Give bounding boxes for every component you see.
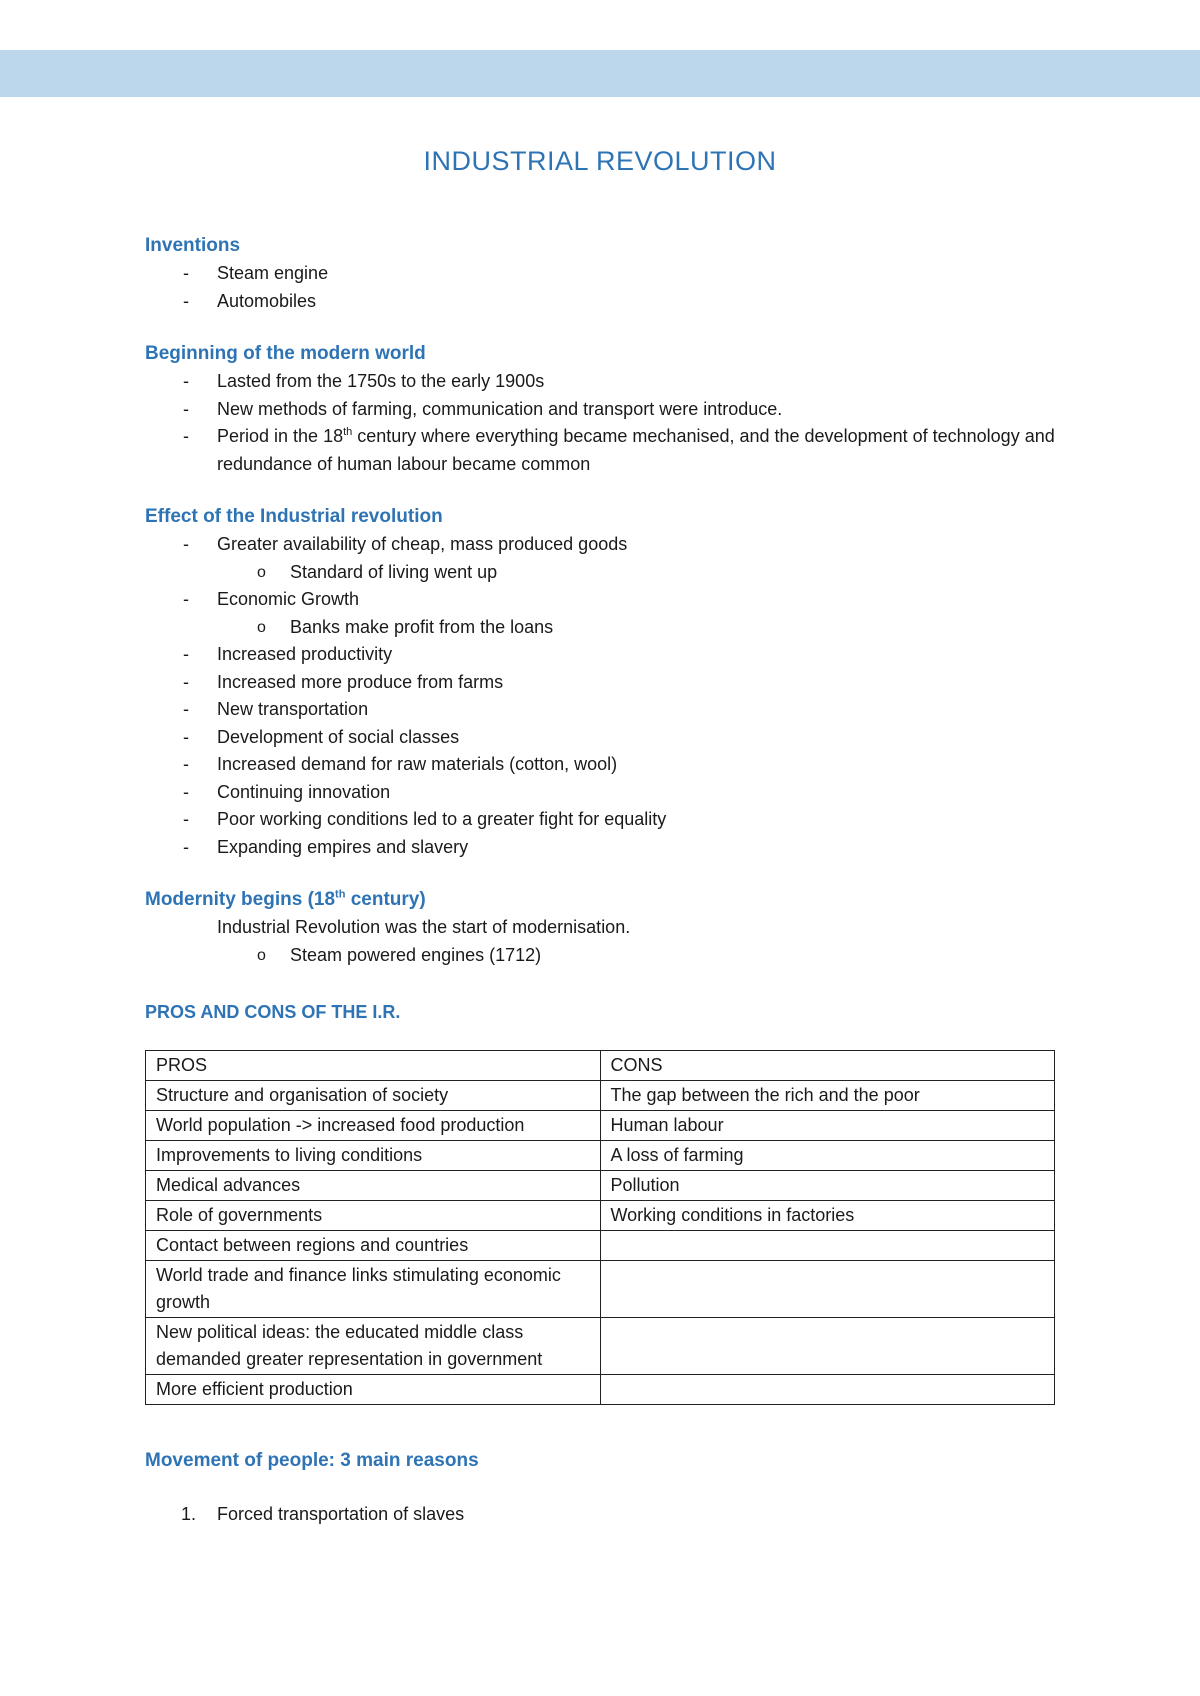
pros-cons-table [145, 1050, 1055, 1405]
list-item: - New methods of farming, communication and transport were introduce. [145, 396, 1065, 424]
header-cons: CONS [600, 1051, 1055, 1081]
table-header-row [146, 1051, 1055, 1081]
section-pros-cons [145, 998, 1065, 1026]
list-item [145, 1501, 1065, 1528]
sub-list-item: o Steam powered engines (1712) [145, 942, 1065, 970]
con-cell: Pollution [600, 1171, 1055, 1201]
list-item-text: century where everything became mechanised, and the development of technology and redundance of human labour became common [217, 426, 1055, 474]
table-row [146, 1111, 1055, 1141]
con-cell: Working conditions in factories [600, 1201, 1055, 1231]
pro-cell: World trade and finance links stimulating economic growth [146, 1261, 601, 1318]
movement-list [145, 1501, 1065, 1528]
con-cell [600, 1375, 1055, 1405]
beginning-heading: Beginning of the modern world [145, 343, 426, 364]
table-row [146, 1141, 1055, 1171]
beginning-list [145, 368, 1065, 478]
modernity-sublist [145, 942, 1065, 970]
movement-heading: Movement of people: 3 main reasons [145, 1450, 479, 1471]
list-item: - Development of social classes [145, 724, 1065, 752]
pro-cell: Improvements to living conditions [146, 1141, 601, 1171]
pro-cell: Structure and organisation of society [146, 1081, 601, 1111]
effects-heading: Effect of the Industrial revolution [145, 506, 443, 527]
section-movement [145, 1447, 1065, 1528]
effects-list [145, 531, 1065, 559]
list-number: 1. [181, 1504, 197, 1524]
list-item-text: Period in the 18 [217, 426, 344, 446]
pro-cell: Role of governments [146, 1201, 601, 1231]
con-cell: The gap between the rich and the poor [600, 1081, 1055, 1111]
list-item: - Continuing innovation [145, 779, 1065, 807]
modernity-text: Industrial Revolution was the start of modernisation. [217, 917, 631, 937]
sub-list-item: o Standard of living went up [145, 559, 1065, 587]
table-row [146, 1231, 1055, 1261]
table-row [146, 1201, 1055, 1231]
heading-text: Modernity begins (18 [145, 889, 336, 910]
section-modernity [145, 886, 1065, 969]
pros-cons-heading: PROS AND CONS OF THE I.R. [145, 1002, 401, 1022]
table-row [146, 1171, 1055, 1201]
list-item [145, 423, 1065, 478]
heading-text: century) [345, 889, 426, 910]
inventions-list [145, 260, 1065, 315]
section-effects [145, 503, 1065, 861]
list-item: - New transportation [145, 696, 1065, 724]
con-cell: Human labour [600, 1111, 1055, 1141]
effects-sublist [145, 559, 1065, 587]
pro-cell: World population -> increased food production [146, 1111, 601, 1141]
sub-list-item: o Banks make profit from the loans [145, 614, 1065, 642]
con-cell [600, 1261, 1055, 1318]
list-item: - Poor working conditions led to a greater fight for equality [145, 806, 1065, 834]
inventions-heading: Inventions [145, 235, 241, 256]
section-inventions [145, 232, 1065, 315]
modernity-heading [145, 886, 1065, 914]
effects-list [145, 586, 1065, 614]
list-item: - Economic Growth [145, 586, 1065, 614]
section-beginning [145, 340, 1065, 478]
table-row [146, 1318, 1055, 1375]
ordinal-suffix: th [343, 426, 353, 438]
list-item: - Expanding empires and slavery [145, 834, 1065, 862]
con-cell [600, 1231, 1055, 1261]
list-item-text: Forced transportation of slaves [217, 1504, 465, 1524]
con-cell: A loss of farming [600, 1141, 1055, 1171]
pro-cell: New political ideas: the educated middle class demanded greater representation in government [146, 1318, 601, 1375]
header-pros: PROS [146, 1051, 601, 1081]
ordinal-suffix: th [335, 888, 346, 901]
list-item: - Greater availability of cheap, mass produced goods [145, 531, 1065, 559]
pro-cell: Contact between regions and countries [146, 1231, 601, 1261]
list-item: - Increased more produce from farms [145, 669, 1065, 697]
list-item: - Steam engine [145, 260, 1065, 288]
header-band [0, 50, 1200, 97]
list-item: - Increased productivity [145, 641, 1065, 669]
pro-cell: More efficient production [146, 1375, 601, 1405]
pro-cell: Medical advances [146, 1171, 601, 1201]
document-title: INDUSTRIAL REVOLUTION [423, 146, 777, 176]
table-row [146, 1375, 1055, 1405]
table-row [146, 1261, 1055, 1318]
table-row [146, 1081, 1055, 1111]
effects-list [145, 641, 1065, 861]
list-item: - Increased demand for raw materials (cotton, wool) [145, 751, 1065, 779]
effects-sublist [145, 614, 1065, 642]
con-cell [600, 1318, 1055, 1375]
list-item: - Automobiles [145, 288, 1065, 316]
list-item: - Lasted from the 1750s to the early 1900s [145, 368, 1065, 396]
